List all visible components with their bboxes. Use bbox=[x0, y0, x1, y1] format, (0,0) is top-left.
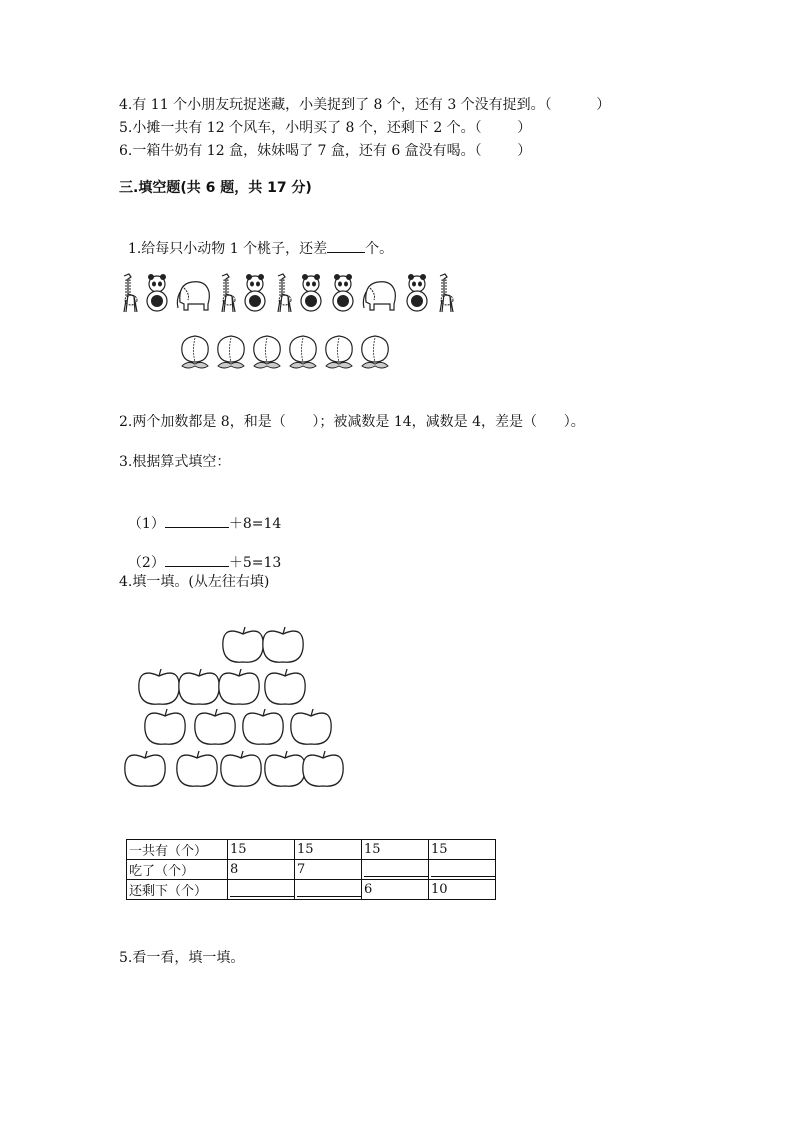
animals-picture bbox=[118, 270, 458, 316]
apples-picture bbox=[120, 622, 350, 792]
table-cell: 15 bbox=[362, 840, 429, 860]
table-header-total: 一共有（个） bbox=[127, 840, 228, 860]
apple-icon bbox=[221, 751, 261, 786]
table-cell: 7 bbox=[295, 860, 362, 880]
apple-icon bbox=[125, 751, 165, 786]
fill-q1-prefix: 1.给每只小动物 1 个桃子，还差 bbox=[127, 241, 328, 257]
answer-blank[interactable] bbox=[165, 513, 229, 528]
apple-icon bbox=[219, 669, 259, 704]
apple-icon bbox=[145, 709, 185, 744]
q3-1-tail: ＋8=14 bbox=[228, 516, 282, 532]
apple-icon bbox=[139, 669, 179, 704]
peach-icon bbox=[182, 336, 208, 368]
peach-icon bbox=[326, 336, 352, 368]
q3-1-label: （1） bbox=[127, 516, 165, 532]
answer-blank[interactable] bbox=[327, 238, 365, 253]
apple-table bbox=[126, 839, 496, 900]
table-cell-blank[interactable] bbox=[295, 880, 362, 900]
fill-question-5: 5.看一看，填一填。 bbox=[119, 950, 245, 966]
panda-icon bbox=[245, 274, 265, 311]
fill-question-3: 3.根据算式填空： bbox=[119, 454, 231, 470]
table-row bbox=[127, 860, 496, 880]
section-title: 三.填空题(共 6 题，共 17 分) bbox=[119, 180, 312, 196]
fill-question-3-1 bbox=[119, 493, 281, 534]
elephant-icon bbox=[177, 282, 209, 310]
table-row bbox=[127, 880, 496, 900]
apple-icon bbox=[243, 709, 283, 744]
table-row bbox=[127, 840, 496, 860]
panda-icon bbox=[333, 274, 353, 311]
judge-question-5: 5.小摊一共有 12 个风车，小明买了 8 个，还剩下 2 个。（ ） bbox=[119, 120, 532, 136]
peach-icon bbox=[254, 336, 280, 368]
table-cell: 15 bbox=[429, 840, 496, 860]
table-cell-blank[interactable] bbox=[228, 880, 295, 900]
table-cell: 15 bbox=[228, 840, 295, 860]
table-cell: 6 bbox=[362, 880, 429, 900]
fill-question-4: 4.填一填。(从左往右填) bbox=[119, 574, 270, 590]
table-header-left: 还剩下（个） bbox=[127, 880, 228, 900]
peach-icon bbox=[290, 336, 316, 368]
table-cell: 8 bbox=[228, 860, 295, 880]
table-header-eaten: 吃了（个） bbox=[127, 860, 228, 880]
table-cell-blank[interactable] bbox=[362, 860, 429, 880]
q3-2-label: （2） bbox=[127, 555, 165, 571]
apple-icon bbox=[179, 669, 219, 704]
panda-icon bbox=[301, 274, 321, 311]
giraffe-icon bbox=[440, 274, 453, 312]
fill-question-1 bbox=[119, 218, 393, 259]
peach-icon bbox=[218, 336, 244, 368]
table-cell-blank[interactable] bbox=[429, 860, 496, 880]
fill-question-2: 2.两个加数都是 8，和是（ ）；被减数是 14，减数是 4，差是（ ）。 bbox=[119, 414, 585, 430]
q3-2-tail: ＋5=13 bbox=[228, 555, 282, 571]
panda-icon bbox=[407, 274, 427, 311]
panda-icon bbox=[147, 274, 167, 311]
apple-icon bbox=[291, 709, 331, 744]
apple-icon bbox=[177, 751, 217, 786]
apple-icon bbox=[265, 751, 305, 786]
peaches-picture bbox=[176, 332, 398, 372]
peach-icon bbox=[362, 336, 388, 368]
fill-question-3-2 bbox=[119, 532, 281, 573]
giraffe-icon bbox=[278, 274, 291, 312]
apple-icon bbox=[195, 709, 235, 744]
judge-question-6: 6.一箱牛奶有 12 盒，妹妹喝了 7 盒，还有 6 盒没有喝。（ ） bbox=[119, 143, 532, 159]
apple-icon bbox=[265, 669, 305, 704]
answer-blank[interactable] bbox=[165, 552, 229, 567]
judge-question-4: 4.有 11 个小朋友玩捉迷藏，小美捉到了 8 个，还有 3 个没有捉到。（ ） bbox=[119, 97, 611, 113]
table-cell: 15 bbox=[295, 840, 362, 860]
giraffe-icon bbox=[124, 274, 137, 312]
elephant-icon bbox=[363, 282, 395, 310]
giraffe-icon bbox=[222, 274, 235, 312]
fill-q1-suffix: 个。 bbox=[365, 241, 394, 257]
apple-icon bbox=[263, 627, 303, 662]
apple-icon bbox=[303, 751, 343, 786]
apple-icon bbox=[223, 627, 263, 662]
table-cell: 10 bbox=[429, 880, 496, 900]
